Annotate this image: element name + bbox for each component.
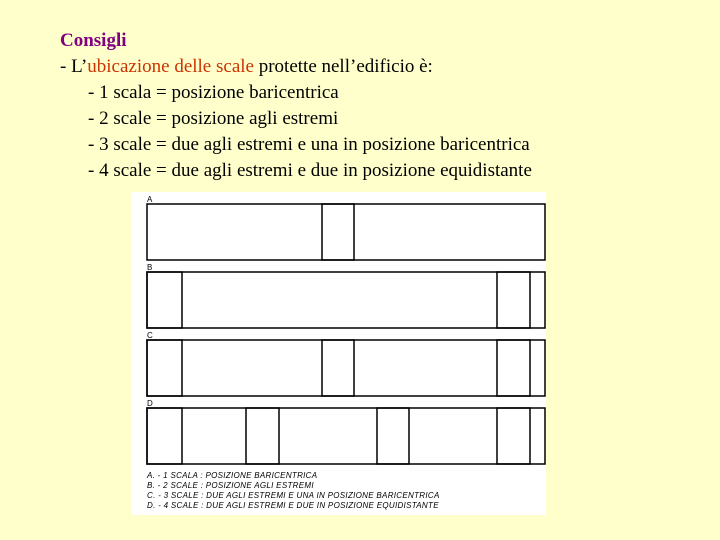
row-letter-a: A (147, 195, 153, 204)
building-outline-d (147, 408, 545, 464)
stair-layout-figure (131, 192, 546, 515)
slide-text (60, 28, 532, 184)
stair-block-d-right (497, 408, 530, 464)
intro-highlight: ubicazione delle scale (87, 56, 254, 77)
stair-block-d-center-right (377, 408, 409, 464)
stair-block-c-right (497, 340, 530, 396)
stair-layout-drawing (131, 192, 546, 515)
figure-legend-d: D. - 4 SCALE : DUE AGLI ESTREMI E DUE IN POSIZIONE EQUIDISTANTE (147, 501, 439, 510)
stair-block-b-left (147, 272, 182, 328)
building-outline-b (147, 272, 545, 328)
list-item: - 4 scale = due agli estremi e due in posizione equidistante (88, 160, 532, 181)
building-outline-a (147, 204, 545, 260)
list-item: - 1 scala = posizione baricentrica (88, 82, 339, 103)
intro-suffix: protette nell’edificio è: (253, 56, 433, 77)
list-item: - 2 scale = posizione agli estremi (88, 108, 339, 129)
stair-block-c-center (322, 340, 354, 396)
figure-legend-a: A. - 1 SCALA : POSIZIONE BARICENTRICA (147, 471, 318, 480)
figure-legend-c: C. - 3 SCALE : DUE AGLI ESTREMI E UNA IN POSIZIONE BARICENTRICA (147, 491, 440, 500)
intro-prefix: - L’ (60, 56, 88, 77)
row-letter-c: C (147, 331, 153, 340)
stair-block-c-left (147, 340, 182, 396)
stair-block-d-left (147, 408, 182, 464)
row-letter-d: D (147, 399, 153, 408)
intro-line (60, 54, 532, 80)
stair-block-d-center-left (246, 408, 279, 464)
stair-block-a-center (322, 204, 354, 260)
stair-block-b-right (497, 272, 530, 328)
building-outline-c (147, 340, 545, 396)
list-item: - 3 scale = due agli estremi e una in posizione baricentrica (88, 134, 530, 155)
slide-title: Consigli (60, 30, 127, 51)
row-letter-b: B (147, 263, 153, 272)
figure-legend-b: B. - 2 SCALE : POSIZIONE AGLI ESTREMI (147, 481, 314, 490)
